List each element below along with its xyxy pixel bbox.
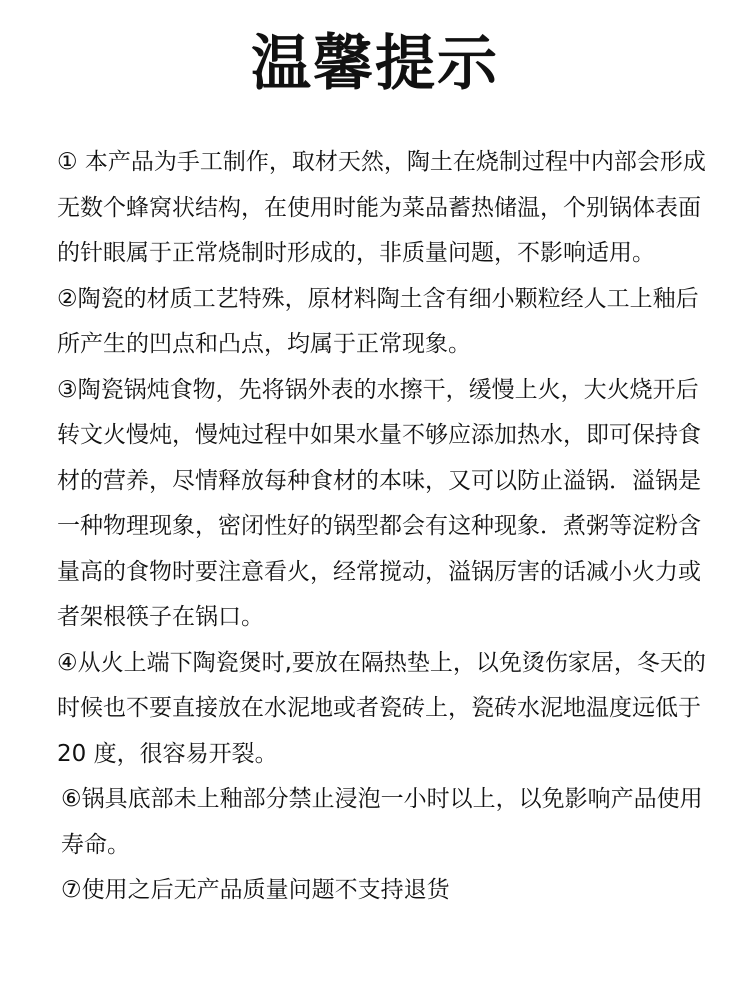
- notice-item-1: ① 本产品为手工制作，取材天然，陶土在烧制过程中内部会形成无数个蜂窝状结构，在使用时能为菜品蓄热储温，个别锅体表面的针眼属于正常烧制时形成的，非质量问题，不影响适用。: [57, 149, 706, 266]
- notice-item-4: ④从火上端下陶瓷煲时,要放在隔热垫上，以免烫伤家居，冬天的时候也不要直接放在水泥地或者瓷砖上，瓷砖水泥地温度远低于 20 度，很容易开裂。: [57, 649, 706, 767]
- notice-body: [57, 140, 707, 914]
- notice-item-6: ⑥锅具底部未上釉部分禁止浸泡一小时以上，以免影响产品使用寿命。: [61, 786, 703, 858]
- page-title: 温馨提示: [251, 29, 499, 99]
- notice-item-3: ③陶瓷锅炖食物，先将锅外表的水擦干，缓慢上火，大火烧开后转文火慢炖，慢炖过程中如果水量不够应添加热水，即可保持食材的营养，尽情释放每种食材的本味，又可以防止溢锅．溢锅是一种物理现象，密闭性好的锅型都会有这种现象．煮粥等淀粉含量高的食物时要注意看火，经常搅动，溢锅厉害的话减小火力或者架根筷子在锅口。: [57, 376, 701, 630]
- notice-item-2: ②陶瓷的材质工艺特殊，原材料陶土含有细小颗粒经人工上釉后所产生的凹点和凸点，均属于正常现象。: [57, 285, 699, 357]
- notice-item-7: ⑦使用之后无产品质量问题不支持退货: [61, 877, 450, 903]
